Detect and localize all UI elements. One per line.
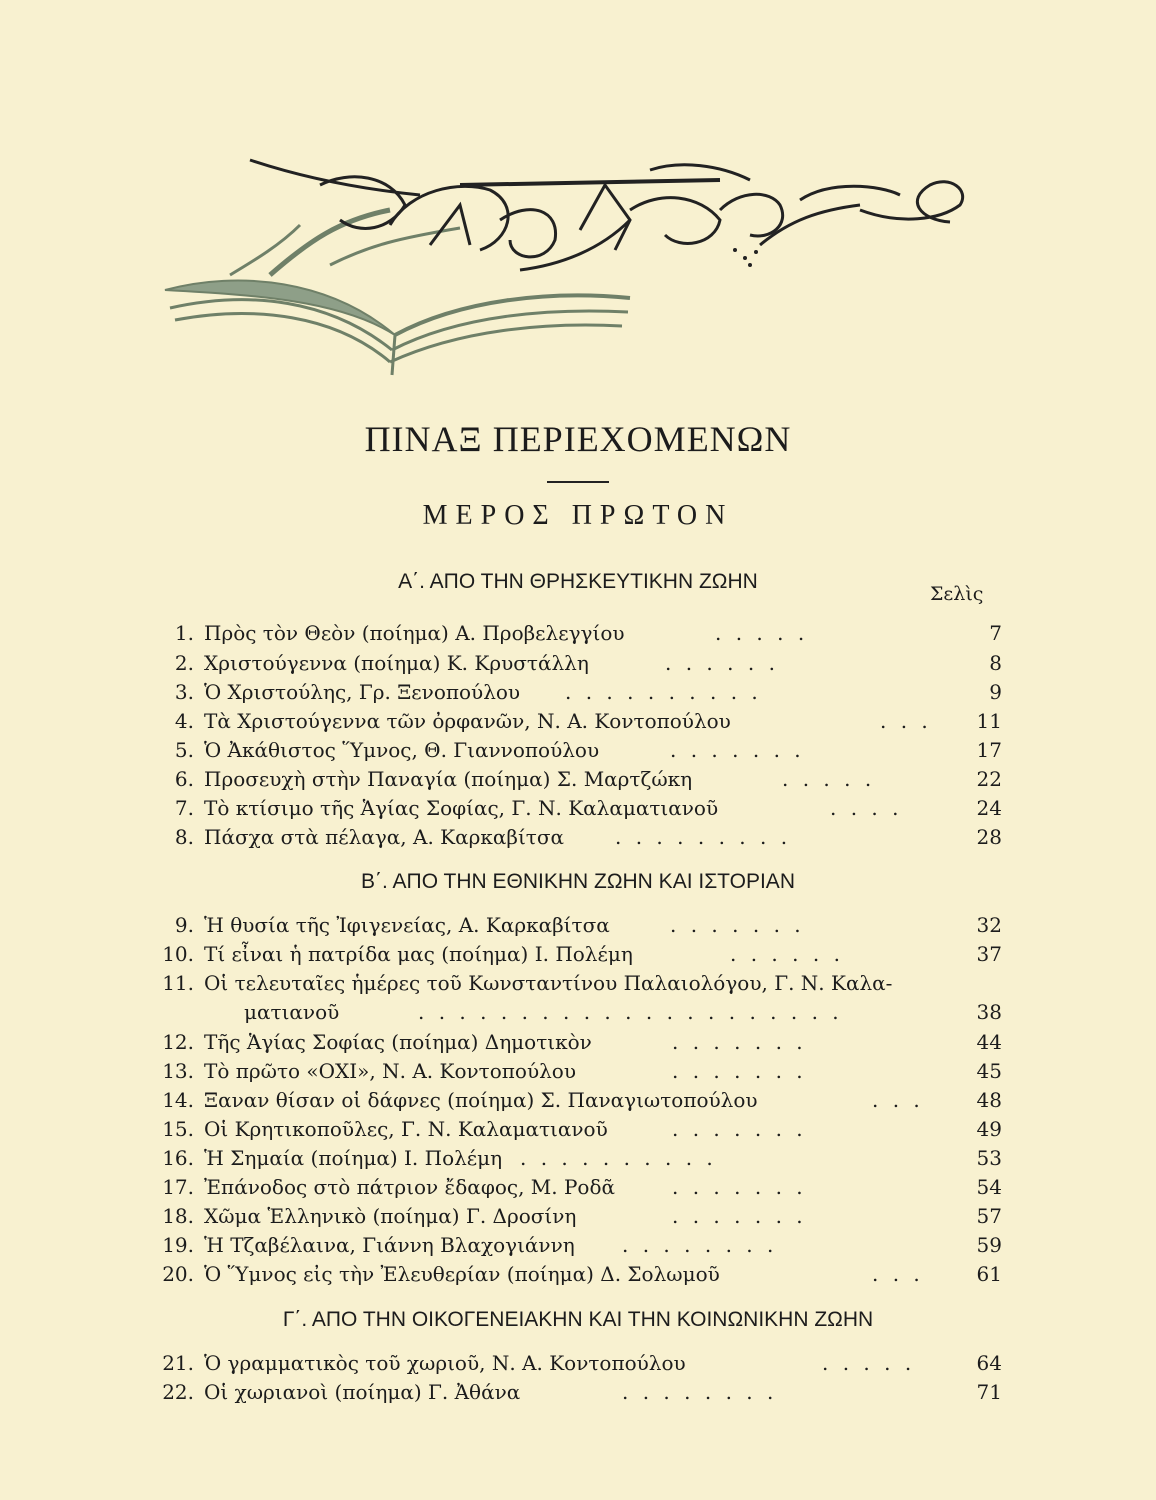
- toc-entry: [160, 1231, 1002, 1259]
- entry-page: 44: [976, 1030, 1002, 1054]
- leader-dots: . . . . . .: [665, 651, 779, 675]
- entry-page: 11: [976, 709, 1002, 733]
- page-title: ΠΙΝΑΞ ΠΕΡΙΕΧΟΜΕΝΩΝ: [364, 419, 792, 459]
- entry-page: 54: [976, 1175, 1002, 1199]
- leader-dots: . . . . . . .: [672, 1059, 807, 1083]
- entry-title: Οἱ τελευταῖες ἡμέρες τοῦ Κωνσταντίνου Παλαιολόγου, Γ. Ν. Καλα-: [204, 971, 893, 995]
- entry-page: 38: [976, 1000, 1002, 1024]
- entry-title: Τὸ πρῶτο «ΟΧΙ», Ν. Α. Κοντοπούλου: [204, 1059, 576, 1083]
- entry-number: 14.: [162, 1088, 194, 1112]
- entry-number: 7.: [174, 796, 194, 820]
- leader-dots: . . . . . . .: [670, 738, 805, 762]
- entry-page: 28: [976, 825, 1002, 849]
- toc-entry: [160, 1173, 1002, 1201]
- entry-title: Προσευχὴ στὴν Παναγία (ποίημα) Σ. Μαρτζώκη: [204, 767, 693, 791]
- toc-entry-continuation: [160, 998, 1002, 1026]
- entry-title: Ἡ Σημαία (ποίημα) Ι. Πολέμη: [204, 1146, 503, 1170]
- toc-entry: [160, 1028, 1002, 1056]
- leader-dots: . . . . .: [715, 621, 809, 645]
- leader-dots: . . . . . . . .: [622, 1380, 778, 1404]
- toc-entry: [160, 1115, 1002, 1143]
- leader-dots: . . .: [880, 709, 932, 733]
- entry-title: Ὁ γραμματικὸς τοῦ χωριοῦ, Ν. Α. Κοντοπούλου: [204, 1351, 686, 1375]
- leader-dots: . . . . . . .: [672, 1175, 807, 1199]
- toc-entry: [160, 1144, 1002, 1172]
- entry-title: Οἱ Κρητικοποῦλες, Γ. Ν. Καλαματιανοῦ: [204, 1117, 608, 1141]
- entry-title: Ἡ Τζαβέλαινα, Γιάννη Βλαχογιάννη: [204, 1233, 575, 1257]
- leader-dots: . . . . . . .: [672, 1117, 807, 1141]
- leader-dots: . . . . . . .: [670, 913, 805, 937]
- toc-entry: [160, 1086, 1002, 1114]
- page-column-label: Σελὶς: [930, 583, 984, 605]
- entry-title: Πάσχα στὰ πέλαγα, Α. Καρκαβίτσα: [204, 825, 565, 849]
- toc-entry: [160, 1349, 1002, 1377]
- leader-dots: . . .: [872, 1262, 924, 1286]
- leader-dots: . . . . . . .: [672, 1204, 807, 1228]
- entry-title: Ὁ Ὕμνος εἰς τὴν Ἐλευθερίαν (ποίημα) Δ. Σολωμοῦ: [204, 1262, 720, 1286]
- toc-entry: [160, 649, 1002, 677]
- entry-number: 1.: [174, 621, 194, 645]
- toc-entry: [160, 1378, 1002, 1406]
- entry-title: Τί εἶναι ἡ πατρίδα μας (ποίημα) Ι. Πολέμη: [204, 942, 633, 966]
- entry-number: 18.: [162, 1204, 194, 1228]
- entry-number: 5.: [174, 738, 194, 762]
- entry-number: 12.: [162, 1030, 194, 1054]
- leader-dots: . . . . . . . .: [622, 1233, 778, 1257]
- entry-page: 49: [976, 1117, 1002, 1141]
- entry-number: 4.: [174, 709, 194, 733]
- entry-title: Πρὸς τὸν Θεὸν (ποίημα) Α. Προβελεγγίου: [204, 621, 625, 645]
- entry-page: 59: [976, 1233, 1002, 1257]
- section-title-b: Β΄. ΑΠΟ ΤΗΝ ΕΘΝΙΚΗΝ ΖΩΗΝ ΚΑΙ ΙΣΤΟΡΙΑΝ: [361, 870, 795, 893]
- toc-entry: [160, 794, 1002, 822]
- entry-title: Ἐπάνοδος στὸ πάτριον ἔδαφος, Μ. Ροδᾶ: [204, 1175, 616, 1199]
- entry-page: 9: [989, 680, 1002, 704]
- entry-title: Οἱ χωριανοὶ (ποίημα) Γ. Ἀθάνα: [204, 1380, 521, 1404]
- toc-entry: [160, 1057, 1002, 1085]
- entry-number: 13.: [162, 1059, 194, 1083]
- toc-entry: [160, 678, 1002, 706]
- toc-entry: [160, 736, 1002, 764]
- entry-page: 17: [976, 738, 1002, 762]
- entry-title: Ἡ θυσία τῆς Ἰφιγενείας, Α. Καρκαβίτσα: [204, 913, 610, 937]
- entry-number: 22.: [162, 1380, 194, 1404]
- entry-number: 19.: [162, 1233, 194, 1257]
- entry-title: Χῶμα Ἑλληνικὸ (ποίημα) Γ. Δροσίνη: [204, 1204, 577, 1228]
- leader-dots: . . . . . . . . . .: [565, 680, 762, 704]
- leader-dots: . . . . .: [782, 767, 876, 791]
- entry-number: 11.: [162, 971, 194, 995]
- section-title-a: Α΄. ΑΠΟ ΤΗΝ ΘΡΗΣΚΕΥΤΙΚΗΝ ΖΩΗΝ: [398, 570, 758, 593]
- entry-number: 16.: [162, 1146, 194, 1170]
- entry-page: 7: [989, 621, 1002, 645]
- entry-page: 57: [976, 1204, 1002, 1228]
- leader-dots: . . .: [872, 1088, 924, 1112]
- entry-page: 48: [976, 1088, 1002, 1112]
- part-title: ΜΕΡΟΣ ΠΡΩΤΟΝ: [422, 500, 734, 531]
- entry-title: Ὁ Ἀκάθιστος Ὕμνος, Θ. Γιαννοπούλου: [204, 738, 600, 762]
- leader-dots: . . . . . . . . .: [615, 825, 792, 849]
- leader-dots: . . . . .: [822, 1351, 916, 1375]
- toc-entry: [160, 823, 1002, 851]
- entry-number: 17.: [162, 1175, 194, 1199]
- toc-entry: [160, 619, 1002, 647]
- entry-number: 3.: [174, 680, 194, 704]
- entry-page: 32: [976, 913, 1002, 937]
- entry-page: 8: [989, 651, 1002, 675]
- entry-page: 45: [976, 1059, 1002, 1083]
- leader-dots: . . . . . . . . . .: [520, 1146, 717, 1170]
- section-title-c: Γ΄. ΑΠΟ ΤΗΝ ΟΙΚΟΓΕΝΕΙΑΚΗΝ ΚΑΙ ΤΗΝ ΚΟΙΝΩΝΙΚΗΝ ΖΩΗΝ: [282, 1308, 874, 1331]
- leader-dots: . . . . . . . . . . . . . . . . . . . . .: [418, 1000, 843, 1024]
- entry-page: 71: [976, 1380, 1002, 1404]
- entry-number: 20.: [162, 1262, 194, 1286]
- toc-entry: [160, 1260, 1002, 1288]
- entry-title: Τὰ Χριστούγεννα τῶν ὀρφανῶν, Ν. Α. Κοντοπούλου: [204, 709, 731, 733]
- toc-entry: [160, 1202, 1002, 1230]
- entry-title: Χριστούγεννα (ποίημα) Κ. Κρυστάλλη: [204, 651, 589, 675]
- entry-number: 8.: [174, 825, 194, 849]
- leader-dots: . . . . . .: [730, 942, 844, 966]
- entry-title: Τὸ κτίσιμο τῆς Ἁγίας Σοφίας, Γ. Ν. Καλαματιανοῦ: [204, 796, 719, 820]
- toc-entry: [160, 911, 1002, 939]
- entry-title: Ξαναν θίσαν οἱ δάφνες (ποίημα) Σ. Παναγιωτοπούλου: [204, 1088, 758, 1112]
- entry-number: 21.: [162, 1351, 194, 1375]
- entry-title: ματιανοῦ: [244, 1000, 340, 1024]
- entry-page: 24: [976, 796, 1002, 820]
- entry-page: 64: [976, 1351, 1002, 1375]
- entry-number: 6.: [174, 767, 194, 791]
- toc-entry: [160, 940, 1002, 968]
- leader-dots: . . . . . . .: [672, 1030, 807, 1054]
- entry-page: 61: [976, 1262, 1002, 1286]
- entry-page: 22: [976, 767, 1002, 791]
- toc-entry: [160, 969, 1002, 997]
- entry-title: Τῆς Ἁγίας Σοφίας (ποίημα) Δημοτικὸν: [204, 1030, 592, 1054]
- entry-number: 2.: [174, 651, 194, 675]
- entry-title: Ὁ Χριστούλης, Γρ. Ξενοπούλου: [204, 680, 521, 704]
- leader-dots: . . . .: [830, 796, 903, 820]
- toc-entry: [160, 707, 1002, 735]
- title-divider: [547, 481, 609, 483]
- toc-entry: [160, 765, 1002, 793]
- entry-number: 10.: [162, 942, 194, 966]
- open-book-with-vines-icon: [160, 150, 980, 410]
- entry-page: 53: [976, 1146, 1002, 1170]
- entry-page: 37: [976, 942, 1002, 966]
- entry-number: 9.: [174, 913, 194, 937]
- entry-number: 15.: [162, 1117, 194, 1141]
